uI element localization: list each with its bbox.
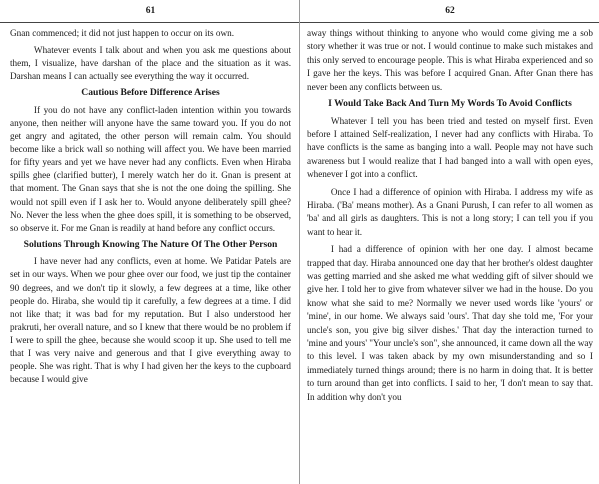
header-rule (300, 22, 599, 23)
paragraph: Once I had a difference of opinion with Hiraba. I address my wife as Hiraba. ('Ba' means mother). As a Gnani Purush, I can refer to all women as 'ba' and all girls as daughters. This is not a long story; I can tell you if you want to hear it. (307, 186, 593, 237)
paragraph: I have never had any conflicts, even at home. We Patidar Patels are set in our ways. When we pour ghee over our food, we just tip the container 90 degrees, and we don't tip it slowly, a few degrees at a time, like other people do. Hiraba, she would tip it carefully, a few degrees at a time. I did not like that; it was bad for my reputation. But I also understood her prakruti, her overall nature, and so I knew that there would be no problem if I were to spill the ghee, because she would scoop it up. She used to tell me that I was very naive and generous and that I give everything away to people. She was right. That is why I had given her the keys to the cupboard because I would give (10, 256, 291, 385)
paragraph: Gnan commenced; it did not just happen to occur on its own. (10, 28, 235, 38)
header-rule (0, 22, 299, 23)
paragraph: away things without thinking to anyone who would come giving me a sob story whether it was true or not. I would continue to make such mistakes and this only served to encourage people. This is what Hiraba experienced and so I gave her the keys. This was before I acquired Gnan. After Gnan there has never been any conflicts between us. (307, 28, 593, 92)
section-heading: I Would Take Back And Turn My Words To Avoid Conflicts (328, 98, 572, 110)
paragraph: If you do not have any conflict-laden intention within you towards anyone, then neither will anyone have the same toward you. If you do not get angry and agitated, the other person will remain calm. You should become like a brick wall so nothing will affect you. We have been married for fifty years and yet we have never had any conflicts. Even when Hiraba spills ghee (clarified butter), I merely watch her do it. Gnan is present at that moment. The Gnan says that she is not the one doing the spilling. She would not spill even if I ask her to. Would anyone deliberately spill ghee? No. Never the less when the ghee does spill, it is something to be observed, so observe it. For me Gnan is readily at hand before any conflict occurs. (10, 104, 291, 233)
page-number: 62 (445, 6, 455, 16)
paragraph: Whatever events I talk about and when you ask me questions about them, I visualize, have darshan of the place and the situation as it was. Darshan means I can actually see everything the way it occurred. (10, 45, 291, 82)
section-heading: Cautious Before Difference Arises (81, 87, 220, 99)
page-number: 61 (145, 6, 156, 16)
paragraph: Whatever I tell you has been tried and tested on myself first. Even before I attained Self-realization, I never had any conflicts with Hiraba. To have conflicts is the same as banging into a wall. People may not have such awareness but I would realize that I had banged into a wall with open eyes, whenever I got into a conflict. (307, 115, 593, 180)
left-page (0, 0, 299, 484)
section-heading: Solutions Through Knowing The Nature Of The Other Person (23, 238, 278, 250)
right-page (300, 0, 599, 484)
paragraph: I had a difference of opinion with her one day. I almost became trapped that day. Hiraba announced one day that her brother's oldest daughter was getting married and she asked me what wedding gift of silver should we give her. I told her to give from whatever silver we had in the house. Do you know what she said to me? Normally we never used words like 'yours' or 'mine', in our home. We always said 'ours'. That day she told me, 'For your uncle's son, you give big silver dishes.' That day the interaction turned to 'mine and yours' "Your uncle's son", she announced, it came down all the way to this level. I was taken aback by my own misunderstanding and so I immediately turned things around; there is no harm in doing that. It is better to turn around than get into conflicts. I said to her, 'I don't mean to say that. In addition why don't you (307, 244, 593, 402)
